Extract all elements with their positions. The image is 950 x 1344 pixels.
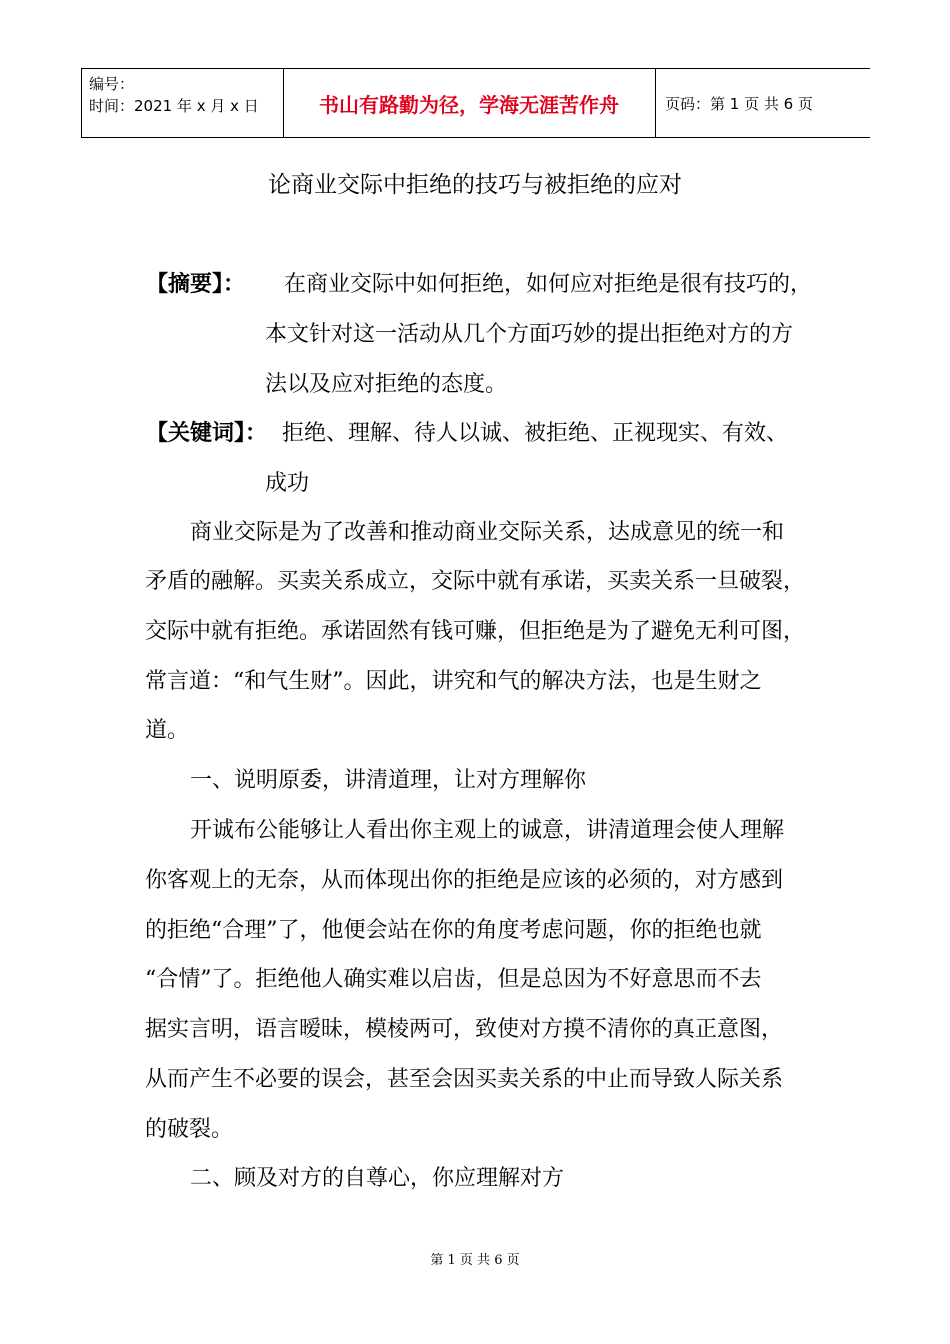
header-meta (89, 73, 259, 117)
paragraph-line: 你客观上的无奈，从而体现出你的拒绝是应该的必须的，对方感到 (145, 868, 784, 893)
paragraph-line: 矛盾的融解。买卖关系成立，交际中就有承诺，买卖关系一旦破裂， (145, 569, 806, 594)
paragraph-line: 道。 (145, 718, 190, 743)
paragraph-line: 据实言明，语言暧昧，模棱两可，致使对方摸不清你的真正意图， (145, 1017, 784, 1042)
section-heading: 二、顾及对方的自尊心，你应理解对方 (190, 1166, 565, 1191)
paragraph-line: 开诚布公能够让人看出你主观上的诚意，讲清道理会使人理解 (190, 818, 785, 843)
abstract-line: 本文针对这一活动从几个方面巧妙的提出拒绝对方的方 (265, 322, 794, 347)
keywords-label: 【关键词】： (146, 421, 268, 446)
header-date: 时间：2021 年 x 月 x 日 (89, 97, 259, 115)
keywords-line: 成功 (265, 471, 310, 496)
header-page-info: 页码：第 1 页 共 6 页 (665, 94, 813, 113)
document-title: 论商业交际中拒绝的技巧与被拒绝的应对 (268, 172, 682, 198)
section-heading: 一、说明原委，讲清道理，让对方理解你 (190, 768, 587, 793)
header-divider (655, 69, 656, 137)
paragraph-line: 的破裂。 (145, 1117, 234, 1142)
paragraph-line: 商业交际是为了改善和推动商业交际关系，达成意见的统一和 (190, 520, 785, 545)
paragraph-line: 的拒绝“合理”了，他便会站在你的角度考虑问题，你的拒绝也就 (145, 918, 762, 943)
header-divider (81, 69, 82, 137)
paragraph-line: 常言道：“和气生财”。因此，讲究和气的解决方法，也是生财之 (145, 669, 762, 694)
paragraph-line: “合情”了。拒绝他人确实难以启齿，但是总因为不好意思而不去 (145, 967, 762, 992)
paragraph-line: 交际中就有拒绝。承诺固然有钱可赚，但拒绝是为了避免无利可图， (145, 619, 806, 644)
keywords-line: 拒绝、理解、待人以诚、被拒绝、正视现实、有效、 (282, 421, 789, 446)
abstract-line: 法以及应对拒绝的态度。 (265, 372, 508, 397)
paragraph-line: 从而产生不必要的误会，甚至会因买卖关系的中止而导致人际关系 (145, 1067, 784, 1092)
abstract-label: 【摘要】： (146, 272, 246, 297)
header-number-label: 编号： (89, 75, 135, 93)
abstract-line: 在商业交际中如何拒绝，如何应对拒绝是很有技巧的， (284, 272, 813, 297)
header-motto: 书山有路勤为径，学海无涯苦作舟 (319, 92, 619, 117)
header-table (81, 68, 870, 138)
page-footer: 第 1 页 共 6 页 (430, 1253, 520, 1268)
